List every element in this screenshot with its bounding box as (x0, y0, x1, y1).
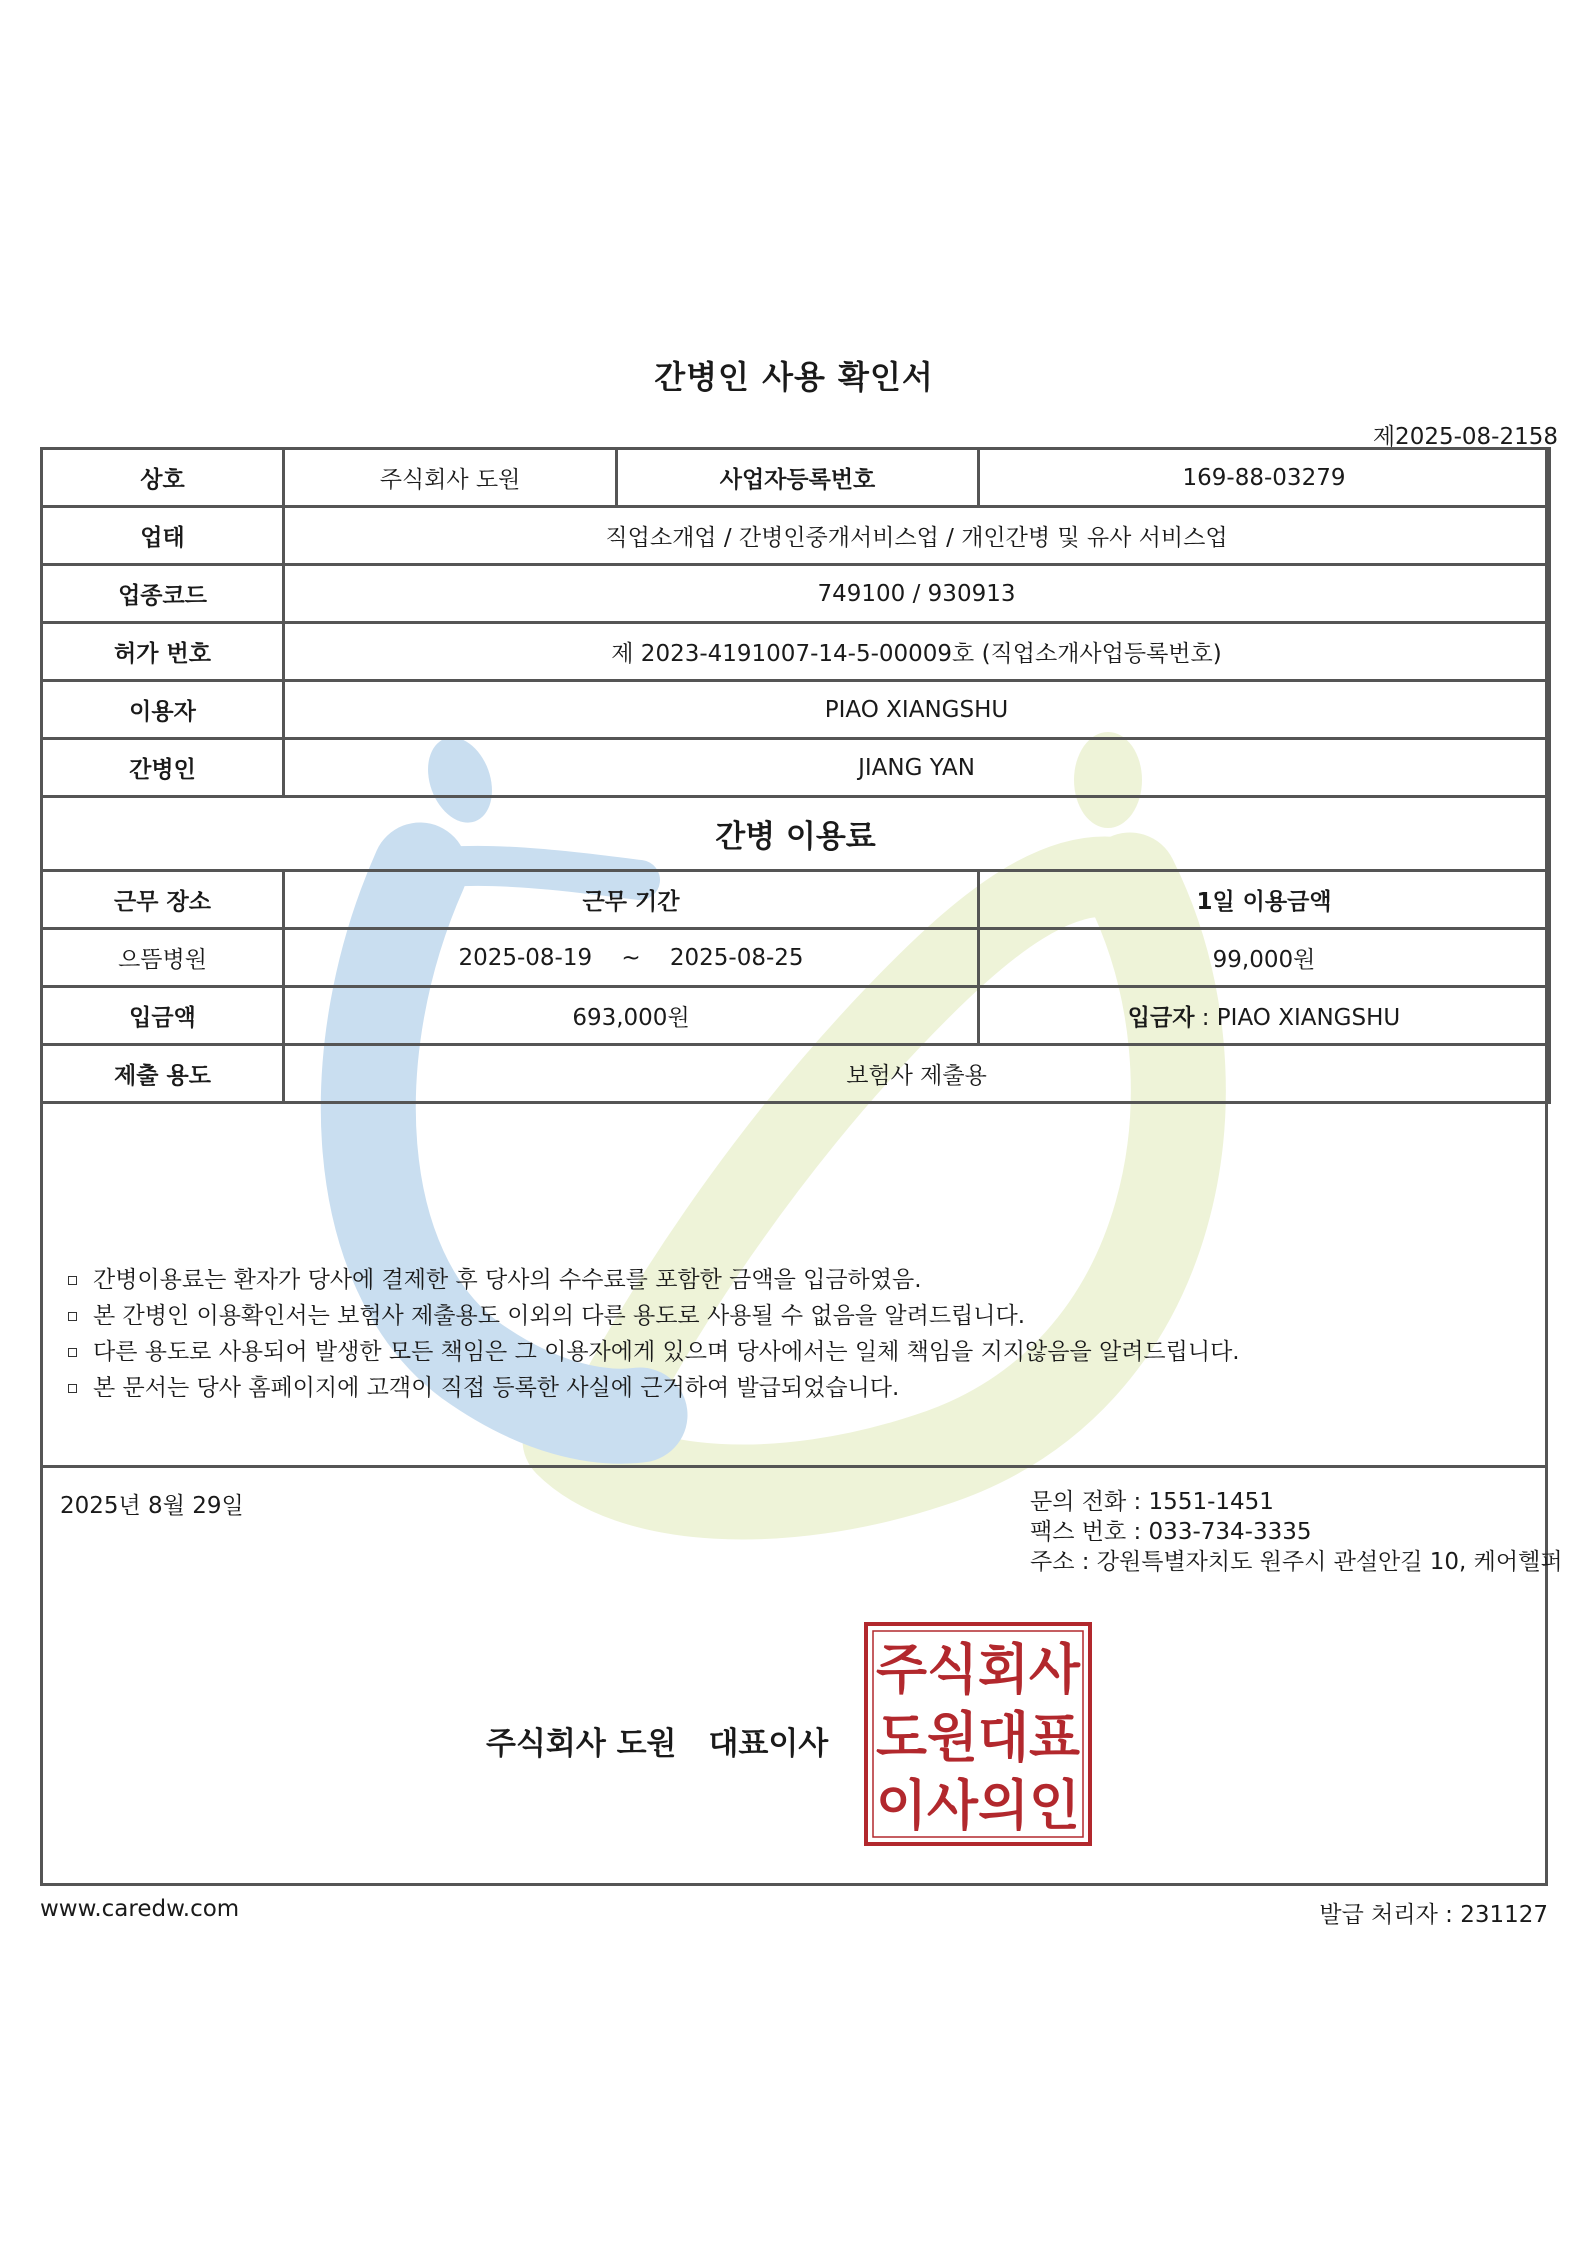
signature-line (486, 1718, 828, 1763)
signer-title: 대표이사 (708, 1726, 829, 1762)
work-place-value: 으뜸병원 (42, 929, 284, 987)
square-bullet-icon (68, 1348, 77, 1357)
section-divider (40, 1465, 1548, 1468)
contact-address: 주소 : 강원특별자치도 원주시 관설안길 10, 케어헬퍼 (1030, 1549, 1563, 1575)
deposit-row (42, 987, 1550, 1045)
note-item (64, 1262, 1240, 1298)
seal-text-line: 도원대표 (876, 1706, 1080, 1769)
industry-code-value: 749100 / 930913 (284, 565, 1550, 623)
notes-list (64, 1262, 1240, 1406)
work-period-value: 2025-08-19 ~ 2025-08-25 (284, 929, 979, 987)
fee-value-row (42, 929, 1550, 987)
purpose-value: 보험사 제출용 (284, 1045, 1550, 1103)
signer-company: 주식회사 도원 (486, 1726, 677, 1762)
license-label: 허가 번호 (42, 623, 284, 681)
fee-section-title: 간병 이용료 (42, 797, 1550, 871)
note-text: 다른 용도로 사용되어 발생한 모든 책임은 그 이용자에게 있으며 당사에서는 일체 책임을 지지않음을 알려드립니다. (93, 1339, 1240, 1365)
caregiver-row (42, 739, 1550, 797)
caregiver-value: JIANG YAN (284, 739, 1550, 797)
industry-code-label: 업종코드 (42, 565, 284, 623)
issue-date: 2025년 8월 29일 (60, 1493, 244, 1519)
company-seal-stamp (864, 1622, 1092, 1846)
work-period-label: 근무 기간 (284, 871, 979, 929)
fee-section-row (42, 797, 1550, 871)
user-value: PIAO XIANGSHU (284, 681, 1550, 739)
fee-header-row (42, 871, 1550, 929)
user-row (42, 681, 1550, 739)
square-bullet-icon (68, 1384, 77, 1393)
contact-info (1030, 1487, 1563, 1577)
deposit-label: 입금액 (42, 987, 284, 1045)
square-bullet-icon (68, 1276, 77, 1285)
code-row (42, 565, 1550, 623)
registration-value: 169-88-03279 (979, 449, 1550, 507)
note-item (64, 1298, 1240, 1334)
business-type-value: 직업소개업 / 간병인중개서비스업 / 개인간병 및 유사 서비스업 (284, 507, 1550, 565)
note-text: 본 문서는 당사 홈페이지에 고객이 직접 등록한 사실에 근거하여 발급되었습니다. (93, 1375, 900, 1401)
license-row (42, 623, 1550, 681)
contact-fax: 팩스 번호 : 033-734-3335 (1030, 1519, 1312, 1545)
seal-text-line: 주식회사 (876, 1638, 1081, 1701)
note-text: 간병이용료는 환자가 당사에 결제한 후 당사의 수수료를 포함한 금액을 입금하였음. (93, 1267, 922, 1293)
depositor-value: : PIAO XIANGSHU (1194, 1005, 1401, 1031)
depositor-label: 입금자 (1127, 1005, 1195, 1031)
business-row (42, 507, 1550, 565)
daily-fee-label: 1일 이용금액 (979, 871, 1550, 929)
work-place-label: 근무 장소 (42, 871, 284, 929)
document-title: 간병인 사용 확인서 (654, 358, 934, 396)
note-item (64, 1334, 1240, 1370)
purpose-label: 제출 용도 (42, 1045, 284, 1103)
seal-text-line: 이사의인 (876, 1774, 1080, 1837)
square-bullet-icon (68, 1312, 77, 1321)
document-number: 제2025-08-2158 (1372, 424, 1558, 450)
company-name-value: 주식회사 도원 (284, 449, 617, 507)
caregiver-label: 간병인 (42, 739, 284, 797)
note-text: 본 간병인 이용확인서는 보험사 제출용도 이외의 다른 용도로 사용될 수 없음을 알려드립니다. (93, 1303, 1026, 1329)
info-table (40, 447, 1551, 1104)
note-item (64, 1370, 1240, 1406)
company-row (42, 449, 1550, 507)
depositor-cell (979, 987, 1550, 1045)
issuer-code: 발급 처리자 : 231127 (1319, 1902, 1548, 1928)
purpose-row (42, 1045, 1550, 1103)
company-name-label: 상호 (42, 449, 284, 507)
business-type-label: 업태 (42, 507, 284, 565)
daily-fee-value: 99,000원 (979, 929, 1550, 987)
license-value: 제 2023-4191007-14-5-00009호 (직업소개사업등록번호) (284, 623, 1550, 681)
user-label: 이용자 (42, 681, 284, 739)
contact-phone: 문의 전화 : 1551-1451 (1030, 1489, 1274, 1515)
registration-label: 사업자등록번호 (617, 449, 979, 507)
website-link[interactable]: www.caredw.com (40, 1896, 240, 1922)
deposit-value: 693,000원 (284, 987, 979, 1045)
